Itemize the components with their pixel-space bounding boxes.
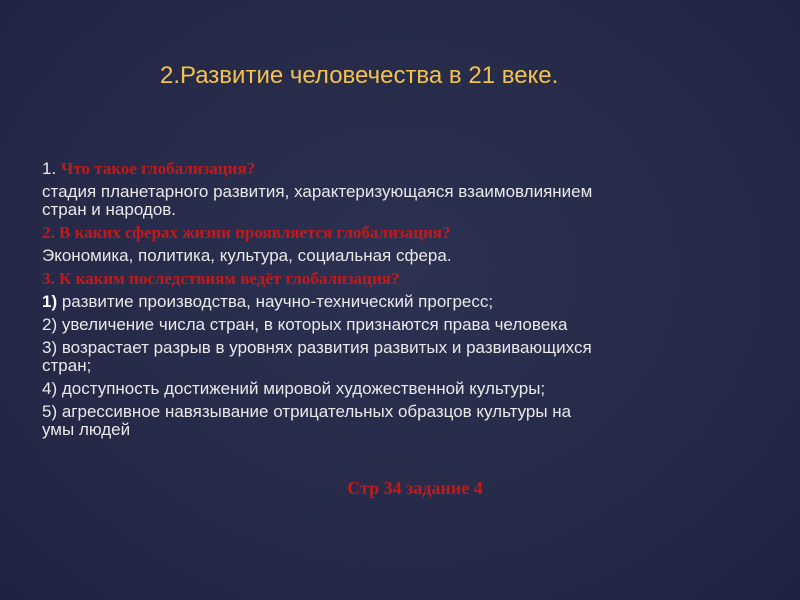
consequence-item-2: 2) увеличение числа стран, в которых признаются права человека xyxy=(42,315,568,334)
answer-1-line-2: стран и народов. xyxy=(42,200,177,219)
question-1-number: 1. xyxy=(42,159,61,178)
consequence-item-3-line-1: 3) возрастает разрыв в уровнях развития развитых и развивающихся xyxy=(42,338,592,357)
question-3-text: 3. К каким последствиям ведёт глобализация? xyxy=(42,269,400,288)
consequence-item-3-line-2: стран; xyxy=(42,356,92,375)
answer-1-line-1: стадия планетарного развития, характеризующаяся взаимовлиянием xyxy=(42,182,593,201)
consequence-item-1 xyxy=(42,293,782,310)
slide-body xyxy=(42,160,782,444)
question-1-line xyxy=(42,160,782,177)
consequence-item-4: 4) доступность достижений мировой художественной культуры; xyxy=(42,379,546,398)
consequence-item-1-text: развитие производства, научно-технический прогресс; xyxy=(57,292,494,311)
consequence-item-1-number: 1) xyxy=(42,292,58,311)
question-2-text: 2. В каких сферах жизни проявляется глобализация? xyxy=(42,223,451,242)
answer-2: Экономика, политика, культура, социальная сфера. xyxy=(42,246,452,265)
consequence-item-5-line-1: 5) агрессивное навязывание отрицательных образцов культуры на xyxy=(42,402,572,421)
consequence-item-5-line-2: умы людей xyxy=(42,420,131,439)
question-1-text: Что такое глобализация? xyxy=(60,159,256,178)
textbook-reference: Стр 34 задание 4 xyxy=(347,478,483,498)
slide-title: 2.Развитие человечества в 21 веке. xyxy=(160,62,559,89)
